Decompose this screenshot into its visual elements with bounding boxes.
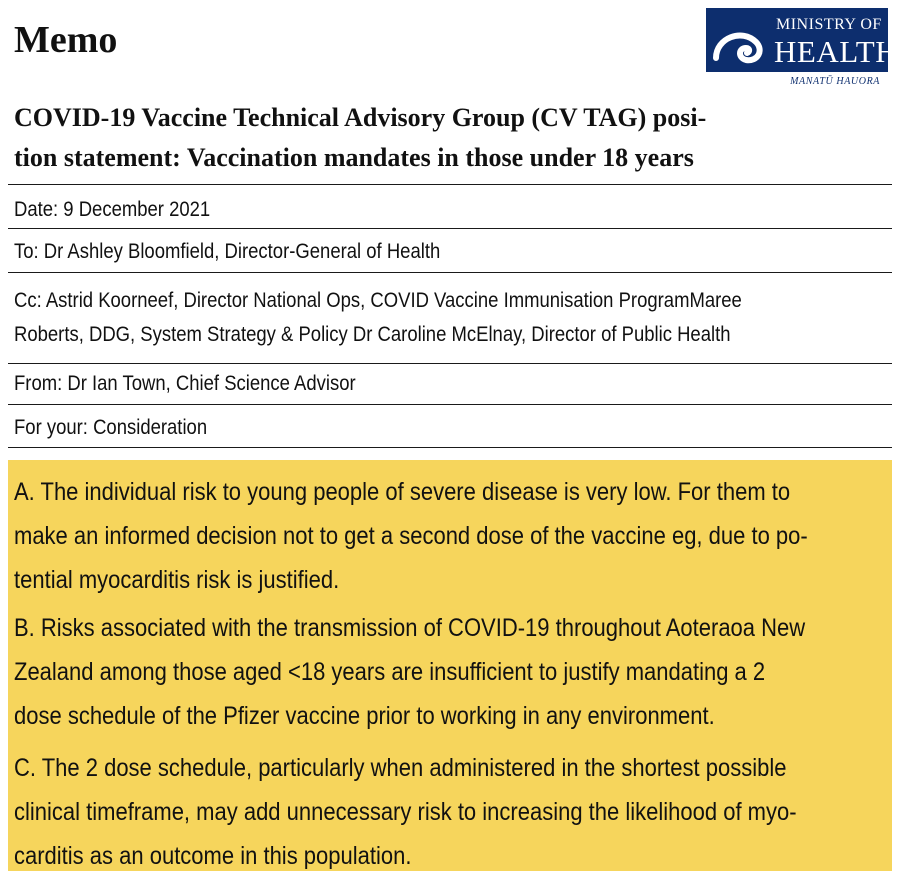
logo-manatu-hauora	[706, 72, 888, 90]
divider	[8, 363, 892, 364]
point-a-line-2: make an informed decision not to get a second dose of the vaccine eg, due to po-	[14, 522, 808, 550]
point-b-line-2: Zealand among those aged <18 years are insufficient to justify mandating a 2	[14, 658, 766, 686]
point-a-line-3: tential myocarditis risk is justified.	[14, 566, 340, 594]
point-c	[14, 746, 889, 878]
point-b-line-1: B. Risks associated with the transmission of COVID-19 throughout Aoteraoa New	[14, 614, 806, 642]
subtitle-line-1: COVID-19 Vaccine Technical Advisory Group (CV TAG) posi-	[14, 103, 707, 132]
point-b-line-3: dose schedule of the Pfizer vaccine prior to working in any environment.	[14, 702, 715, 730]
cc-field-line-1: Cc: Astrid Koorneef, Director National Ops, COVID Vaccine Immunisation ProgramMaree	[14, 289, 742, 312]
divider	[8, 228, 892, 229]
point-c-line-3: carditis as an outcome in this population.	[14, 842, 412, 870]
logo-subtext: MANATŪ HAUORA	[790, 76, 880, 87]
point-a	[14, 470, 889, 602]
cc-field-line-2: Roberts, DDG, System Strategy & Policy Dr Caroline McElnay, Director of Public Health	[14, 323, 731, 346]
logo-ministry-of: MINISTRY OF	[776, 16, 882, 33]
date-field: Date: 9 December 2021	[14, 198, 211, 221]
point-c-line-1: C. The 2 dose schedule, particularly when administered in the shortest possible	[14, 754, 787, 782]
divider	[8, 447, 892, 448]
to-field: To: Dr Ashley Bloomfield, Director-General of Health	[14, 240, 441, 263]
subtitle-line-2: tion statement: Vaccination mandates in those under 18 years	[14, 143, 694, 172]
divider	[8, 184, 892, 185]
memo-subtitle	[14, 98, 894, 178]
from-field: From: Dr Ian Town, Chief Science Advisor	[14, 372, 356, 395]
memo-title: Memo	[14, 19, 118, 61]
point-c-line-2: clinical timeframe, may add unnecessary risk to increasing the likelihood of myo-	[14, 798, 797, 826]
logo-health: HEALTH	[774, 34, 899, 69]
ministry-of-health-logo	[706, 8, 899, 90]
divider	[8, 404, 892, 405]
point-b	[14, 606, 889, 738]
point-a-line-1: A. The individual risk to young people of severe disease is very low. For them to	[14, 478, 791, 506]
divider	[8, 272, 892, 273]
koru-logo-icon	[712, 20, 768, 70]
for-your-field: For your: Consideration	[14, 416, 208, 439]
